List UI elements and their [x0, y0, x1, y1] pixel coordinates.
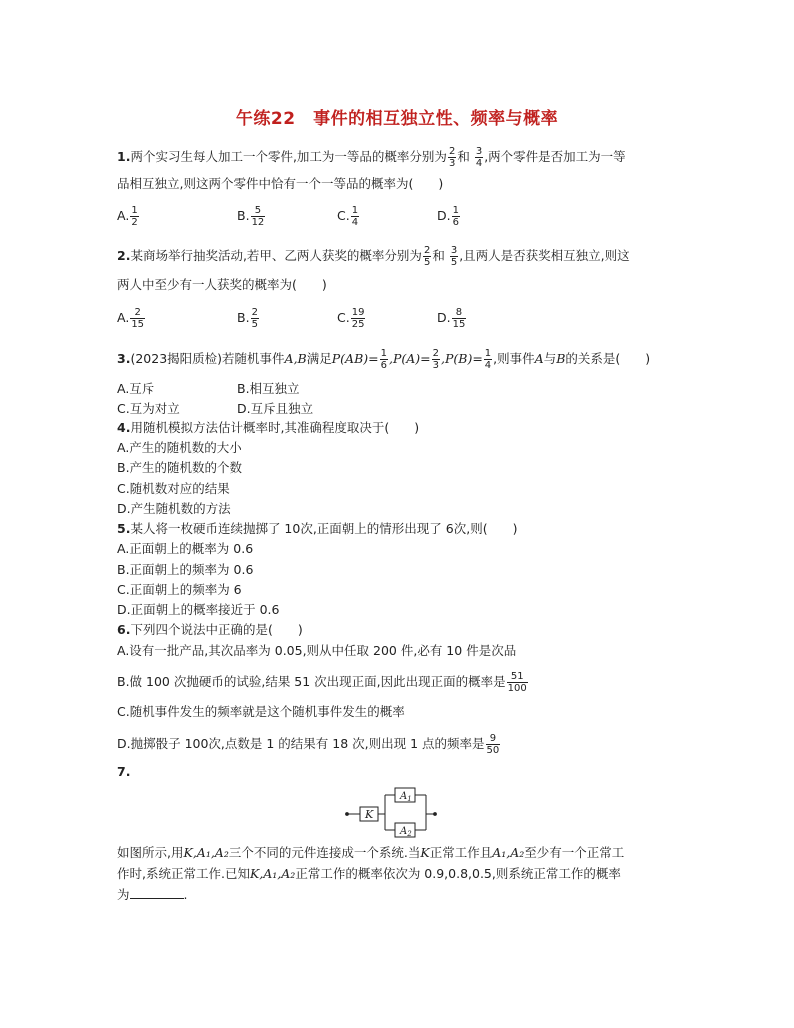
q1-and: 和 — [457, 149, 470, 164]
q6-number: 6. — [117, 622, 131, 637]
circuit-diagram — [344, 786, 444, 842]
q4-number: 4. — [117, 420, 131, 435]
q2-number: 2. — [117, 248, 131, 263]
q7-line2: 作时,系统正常工作.已知K,A₁,A₂正常工作的概率依次为 0.9,0.8,0.5,则系统正常工作的概率 — [117, 866, 621, 881]
q5-number: 5. — [117, 521, 131, 536]
q7-number: 7. — [117, 764, 131, 779]
q3-option-b[interactable]: B.相互独立 — [237, 381, 300, 396]
q1-frac-2: $\frac{3}{4}$ — [475, 146, 483, 169]
q7-line1: 如图所示,用K,A₁,A₂三个不同的元件连接成一个系统.当K正常工作且A₁,A₂至少有一个正常工 — [117, 845, 625, 860]
q1-option-d[interactable]: D. $\frac{1}{6}$ — [437, 205, 459, 228]
q4-option-b[interactable]: B.产生的随机数的个数 — [117, 460, 243, 475]
q2-option-a[interactable]: A. $\frac{2}{15}$ — [117, 307, 145, 330]
q2-frac-1: $\frac{2}{5}$ — [423, 245, 431, 268]
q3-option-c[interactable]: C.互为对立 — [117, 401, 180, 416]
q5-option-d[interactable]: D.正面朝上的概率接近于 0.6 — [117, 602, 280, 617]
q3-option-a[interactable]: A.互斥 — [117, 381, 155, 396]
q2-frac-2: $\frac{3}{5}$ — [450, 245, 458, 268]
q1-line2: 品相互独立,则这两个零件中恰有一个一等品的概率为( ) — [117, 176, 444, 191]
q2-line2: 两人中至少有一人获奖的概率为( ) — [117, 277, 327, 292]
q2-option-b[interactable]: B. $\frac{2}{5}$ — [237, 307, 258, 330]
label-k: K — [365, 808, 374, 821]
title-prefix: 午练22 — [235, 109, 296, 129]
q1-option-a[interactable]: A. $\frac{1}{2}$ — [117, 205, 138, 228]
q2-line1: 2.某商场举行抽奖活动,若甲、乙两人获奖的概率分别为 $\frac{2}{5}$ 和 $\frac{3}{5}$ ,且两人是否获奖相互独立,则这 — [117, 245, 630, 268]
q4-option-d[interactable]: D.产生随机数的方法 — [117, 501, 231, 516]
label-a1: $A_1$ — [400, 791, 412, 803]
q5-line: 5.某人将一枚硬币连续抛掷了 10次,正面朝上的情形出现了 6次,则( ) — [117, 521, 518, 536]
q3-line1: 3.(2023揭阳质检)若随机事件A,B满足P(AB)= $\frac{1}{6}$ ,P(A)= $\frac{2}{3}$ ,P(B)= $\frac{1}{4}$ ,则事件A与B的关系是( ) — [117, 348, 651, 371]
label-a2: $A_2$ — [400, 826, 412, 838]
q4-line: 4.用随机模拟方法估计概率时,其准确程度取决于( ) — [117, 420, 420, 435]
q3-option-d[interactable]: D.互斥且独立 — [237, 401, 314, 416]
q5-option-a[interactable]: A.正面朝上的概率为 0.6 — [117, 541, 254, 556]
q4-option-c[interactable]: C.随机数对应的结果 — [117, 481, 230, 496]
q4-option-a[interactable]: A.产生的随机数的大小 — [117, 440, 242, 455]
q6-option-d[interactable]: D.抛掷骰子 100次,点数是 1 的结果有 18 次,则出现 1 点的频率是 $\frac{9}{50}$ — [117, 733, 500, 756]
q1-text: 两个实习生每人加工一个零件,加工为一等品的概率分别为 — [130, 149, 447, 164]
q2-option-c[interactable]: C. $\frac{19}{25}$ — [337, 307, 365, 330]
q3-source: (2023揭阳质检) — [130, 351, 223, 366]
q6-option-a[interactable]: A.设有一批产品,其次品率为 0.05,则从中任取 200 件,必有 10 件是次品 — [117, 643, 517, 658]
title-main: 事件的相互独立性、频率与概率 — [313, 109, 559, 129]
q7-line3: 为 . — [117, 887, 188, 902]
q1-text-b: ,两个零件是否加工为一等 — [484, 149, 626, 164]
q1-line1 — [117, 146, 626, 169]
page-title — [117, 104, 677, 129]
q6-option-c[interactable]: C.随机事件发生的频率就是这个随机事件发生的概率 — [117, 704, 405, 719]
answer-blank[interactable] — [130, 886, 184, 899]
q1-option-c[interactable]: C. $\frac{1}{4}$ — [337, 205, 359, 228]
q6-line: 6.下列四个说法中正确的是( ) — [117, 622, 303, 637]
q5-option-b[interactable]: B.正面朝上的频率为 0.6 — [117, 562, 254, 577]
q1-frac-1: $\frac{2}{3}$ — [448, 146, 456, 169]
q5-option-c[interactable]: C.正面朝上的频率为 6 — [117, 582, 242, 597]
q3-number: 3. — [117, 351, 131, 366]
q2-option-d[interactable]: D. $\frac{8}{15}$ — [437, 307, 466, 330]
q6-option-b[interactable]: B.做 100 次抛硬币的试验,结果 51 次出现正面,因此出现正面的概率是 $\frac{51}{100}$ — [117, 671, 527, 694]
q1-number: 1. — [117, 149, 131, 164]
q1-option-b[interactable]: B. $\frac{5}{12}$ — [237, 205, 265, 228]
